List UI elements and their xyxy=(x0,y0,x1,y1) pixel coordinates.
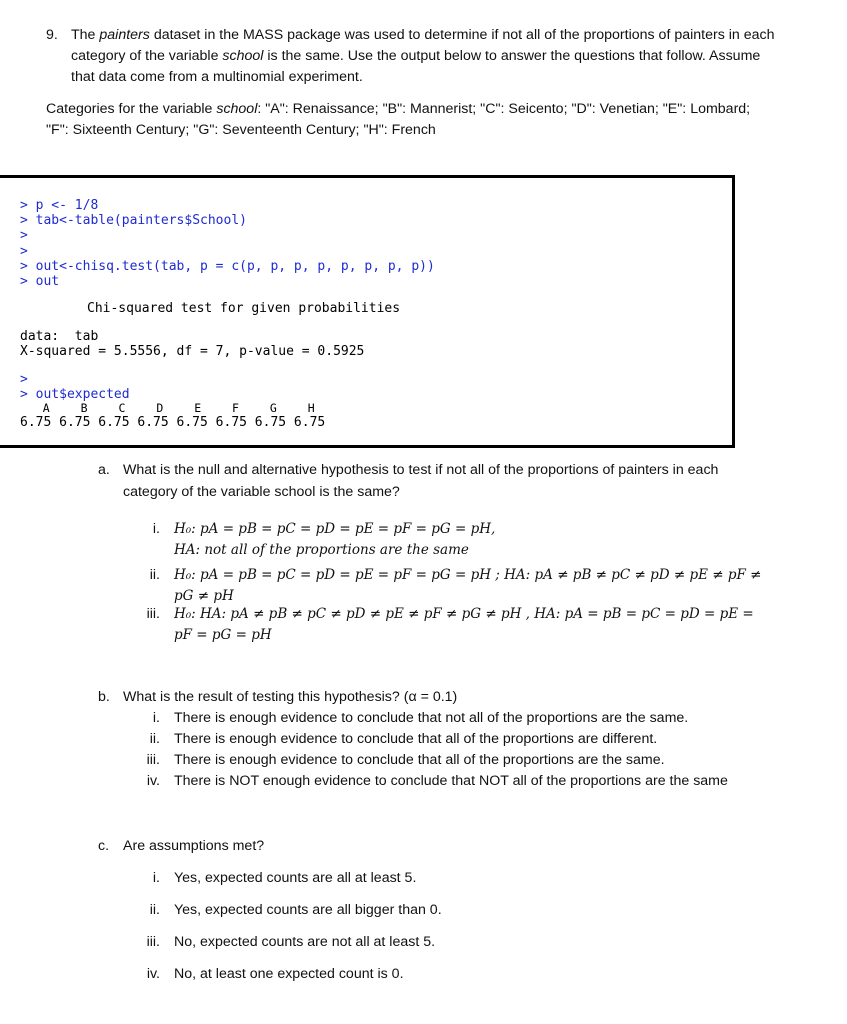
part-c-option: Yes, expected counts are all at least 5. xyxy=(174,870,417,886)
part-b-option: There is enough evidence to conclude that all of the proportions are the same. xyxy=(174,752,665,768)
console-line: > xyxy=(20,244,28,259)
console-line: > p <- 1/8 xyxy=(20,198,99,213)
test-title: Chi-squared test for given probabilities xyxy=(87,301,401,316)
option-number: iv. xyxy=(146,773,160,789)
expected-header: A B C D E F G H xyxy=(20,401,323,415)
part-c-option: No, at least one expected count is 0. xyxy=(174,966,404,982)
console-line: > tab<-table(painters$School) xyxy=(20,213,247,228)
console-line: > out<-chisq.test(tab, p = c(p, p, p, p, p, p, p, p)) xyxy=(20,259,435,274)
part-b-option: There is enough evidence to conclude that not all of the proportions are the same. xyxy=(174,710,689,726)
variable-name: school xyxy=(222,48,264,64)
part-a-question: What is the null and alternative hypothesis to test if not all of the proportions of painters in each category of the variable school is the same? xyxy=(123,462,719,500)
statistic-line: X-squared = 5.5556, df = 7, p-value = 0.5925 xyxy=(20,344,365,359)
hypothesis-option-2: H₀: pA = pB = pC = pD = pE = pF = pG = pH ; HA: pA ≠ pB ≠ pC ≠ pD ≠ pE ≠ pF ≠ pG ≠ pH xyxy=(174,567,762,604)
question-number: 9. xyxy=(46,27,58,43)
categories-description: Categories for the variable school: "A": Renaissance; "B": Mannerist; "C": Seicento; "D": Venetian; "E": Lombard; "F": Sixteenth Century; "G": Seventeenth Century; "H": French xyxy=(46,101,751,138)
option-number: i. xyxy=(152,710,160,726)
part-b-question: What is the result of testing this hypothesis? (α = 0.1) xyxy=(123,689,458,705)
option-number: iii. xyxy=(146,934,160,950)
expected-values: 6.75 6.75 6.75 6.75 6.75 6.75 6.75 6.75 xyxy=(20,415,326,430)
part-b-option: There is NOT enough evidence to conclude that NOT all of the proportions are the same xyxy=(174,773,728,789)
console-line: > out xyxy=(20,274,60,289)
option-number: iii. xyxy=(146,752,160,768)
option-number: iv. xyxy=(146,966,160,982)
console-line: > xyxy=(20,228,28,243)
hypothesis-option-1: H₀: pA = pB = pC = pD = pE = pF = pG = pH, HA: not all of the proportions are the same xyxy=(174,521,496,558)
option-number: iii. xyxy=(146,606,160,622)
hypothesis-option-3: H₀: HA: pA ≠ pB ≠ pC ≠ pD ≠ pE ≠ pF ≠ pG ≠ pH , HA: pA = pB = pC = pD = pE = pF = pG = pH xyxy=(174,606,754,643)
console-line: > xyxy=(20,372,28,387)
part-c-question: Are assumptions met? xyxy=(123,838,265,854)
dataset-name: painters xyxy=(99,27,150,43)
part-a-letter: a. xyxy=(98,462,110,478)
r-console-output xyxy=(0,175,735,448)
part-b-letter: b. xyxy=(98,689,110,705)
question-text: The painters dataset in the MASS package was used to determine if not all of the proportions of painters in each category of the variable school is the same. Use the output below to answer the questions that follow. Assume that data come from a multinomial experiment. xyxy=(71,27,775,85)
option-number: ii. xyxy=(149,731,160,747)
option-number: ii. xyxy=(149,902,160,918)
part-b-option: There is enough evidence to conclude that all of the proportions are different. xyxy=(174,731,658,747)
console-line: > out$expected xyxy=(20,387,130,402)
part-c-option: No, expected counts are not all at least 5. xyxy=(174,934,436,950)
part-c-option: Yes, expected counts are all bigger than 0. xyxy=(174,902,442,918)
option-number: ii. xyxy=(149,567,160,583)
option-number: i. xyxy=(152,870,160,886)
part-c-letter: c. xyxy=(98,838,110,854)
data-line: data: tab xyxy=(20,329,99,344)
option-number: i. xyxy=(152,521,160,537)
